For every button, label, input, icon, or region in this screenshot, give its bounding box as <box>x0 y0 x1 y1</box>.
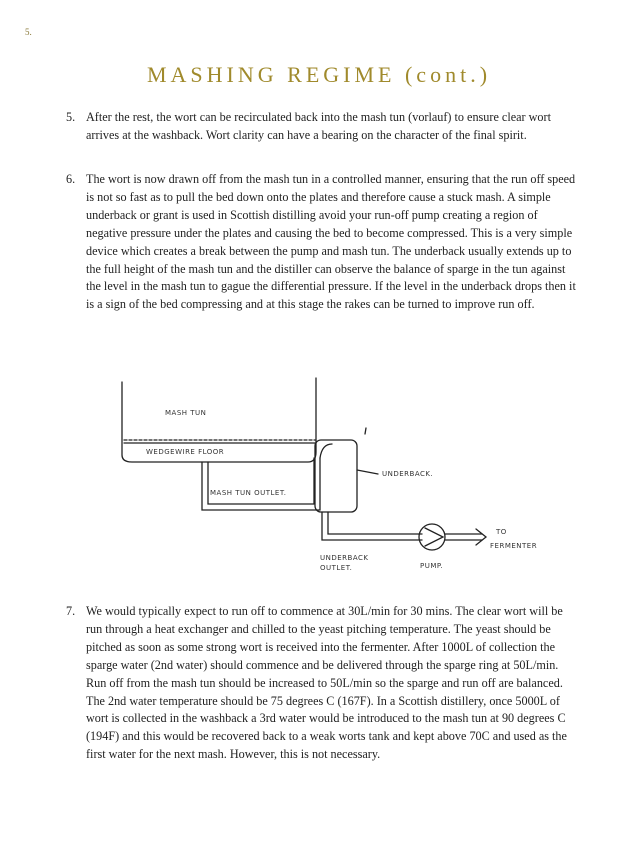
list-item <box>66 171 576 314</box>
list-item <box>66 109 576 145</box>
list-item-number: 6. <box>66 172 76 186</box>
underback-outlet-pipe <box>322 512 422 540</box>
label-mash-tun-outlet: MASH TUN OUTLET. <box>210 489 287 497</box>
list-item-text: After the rest, the wort can be recirculated back into the mash tun (vorlauf) to ensure clear wort arrives at the washback. Wort clarity can have a bearing on the character of the final spirit. <box>86 110 551 142</box>
arrow-icon <box>476 529 486 545</box>
list-item-number: 5. <box>66 110 76 124</box>
list-item-text: We would typically expect to run off to commence at 30L/min for 30 mins. The clear wort will be run through a heat exchanger and chilled to the yeast pitching temperature. The yeast should be pitched as soon as some strong wort is received into the fermenter. After 1000L of collection the sparge water (2nd water) should commence and be delivered through the sparge ring at 50L/min. Run off from the mash tun should be increased to 50L/min so the sparge and run off are balanced. The 2nd water temperature should be 75 degrees C (167F). In a Scottish distillery, once 5000L of wort is collected in the washback a 3rd water would be introduced to the mash tun at 90 degrees C (194F) and this would be recovered back to a weak worts tank and kept above 70C and used as the first water for the next mash. However, this is not necessary. <box>86 604 567 762</box>
mash-tun-diagram <box>110 370 570 580</box>
list-item-number: 7. <box>66 604 76 618</box>
page-title: MASHING REGIME (cont.) <box>146 62 492 87</box>
pump <box>419 524 445 550</box>
label-mash-tun: MASH TUN <box>165 409 207 417</box>
label-to: TO <box>496 528 507 536</box>
list-item-text: The wort is now drawn off from the mash tun in a controlled manner, ensuring that the run off speed is not so fast as to pull the bed down onto the plates and therefore cause a stuck mash. A simple underback or grant is used in Scottish distilling avoid your run-off pump creating a region of negative pressure under the plates and causing the bed to become compressed. This is a very simple device which creates a break between the pump and mash tun. The underback usually extends up to the full height of the mash tun and the distiller can observe the balance of sparge in the tun against the level in the mash tun to gague the differential pressure. If the level in the underback drops then it is a sign of the bed compressing and at this stage the rakes can be turned to improve run off. <box>86 172 576 312</box>
label-underback-outlet-2: OUTLET. <box>320 564 353 572</box>
label-underback-outlet-1: UNDERBACK <box>320 554 369 562</box>
page-number: 5. <box>25 27 32 37</box>
mash-tun-outlet-pipe <box>202 458 320 510</box>
label-underback: UNDERBACK. <box>382 470 434 478</box>
label-pump: PUMP. <box>420 562 444 570</box>
label-wedgewire-floor: WEDGEWIRE FLOOR <box>146 448 225 456</box>
label-fermenter: FERMENTER <box>490 542 538 550</box>
list-item <box>66 603 576 764</box>
